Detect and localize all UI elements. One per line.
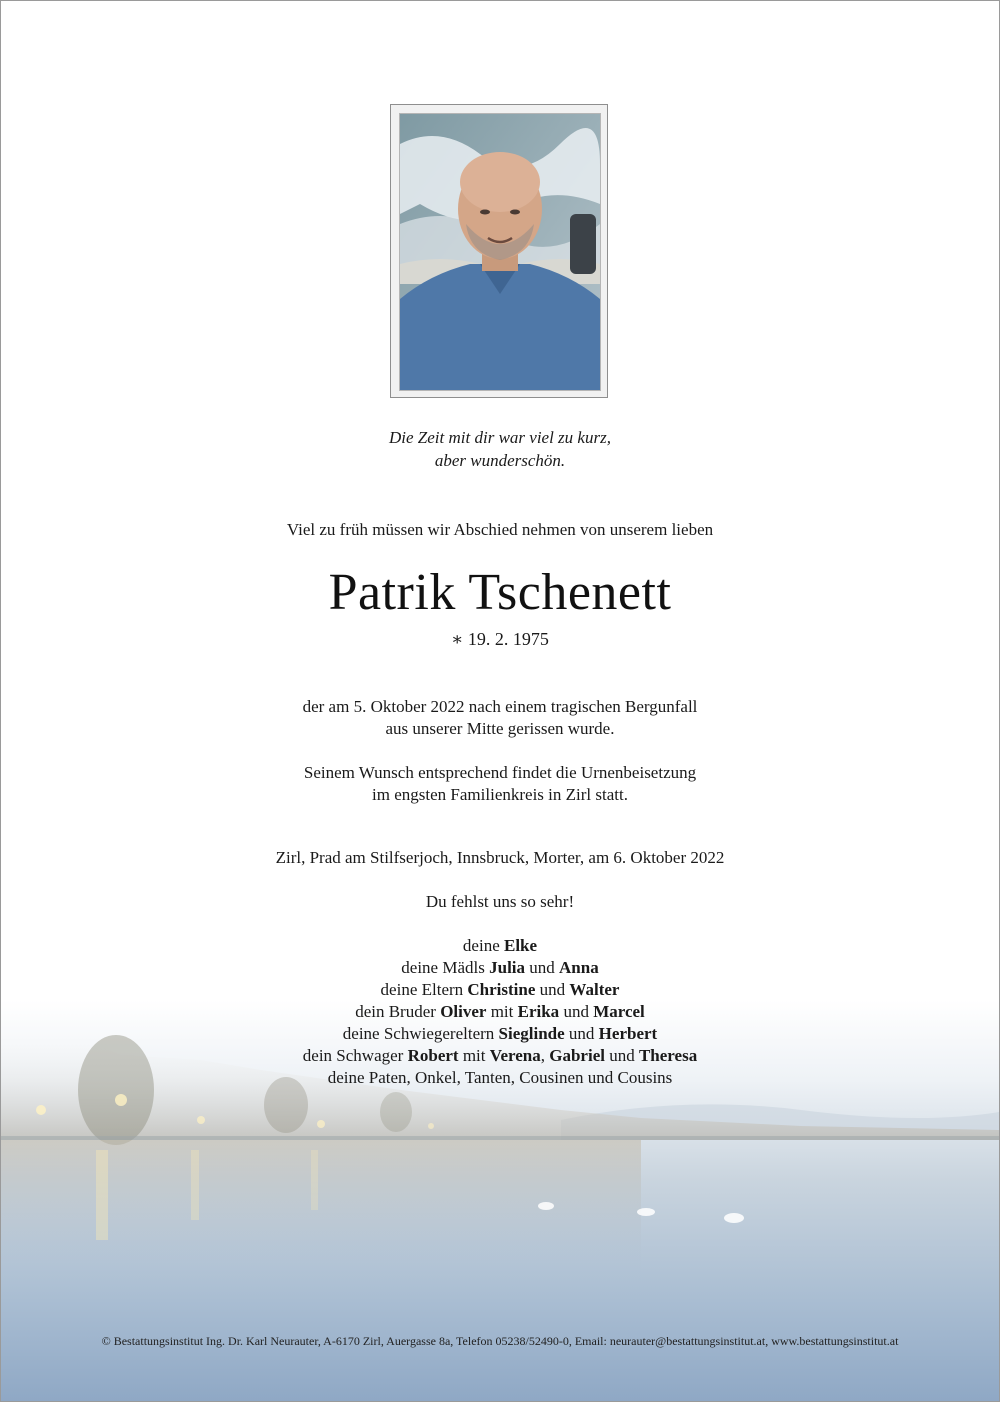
family-member-name: Herbert: [598, 1024, 658, 1043]
birth-date: [0, 629, 1000, 650]
burial-paragraph: [0, 762, 1000, 806]
family-line: [0, 979, 1000, 1001]
family-relation-text: und: [559, 1002, 594, 1021]
deceased-name: Patrik Tschenett: [328, 564, 672, 621]
family-member-name: Gabriel: [549, 1046, 605, 1065]
family-member-name: Elke: [504, 936, 538, 955]
family-relation-text: und: [564, 1024, 599, 1043]
death-paragraph-line-2: aus unserer Mitte gerissen wurde.: [385, 719, 615, 738]
family-relation-text: dein Bruder: [355, 1002, 441, 1021]
family-line: [0, 957, 1000, 979]
family-member-name: Oliver: [440, 1002, 487, 1021]
footer-imprint: © Bestattungsinstitut Ing. Dr. Karl Neurauter, A-6170 Zirl, Auergasse 8a, Telefon 05238/52490-0, Email: neurauter@bestattungsinstitut.at, www.bestattungsinstitut.at: [101, 1334, 899, 1348]
family-relation-text: deine Schwiegereltern: [342, 1024, 499, 1043]
family-line: [0, 1045, 1000, 1067]
family-line: [0, 1001, 1000, 1023]
birth-star-icon: ∗: [451, 629, 464, 649]
family-relation-text: deine Eltern: [380, 980, 468, 999]
family-member-name: Theresa: [638, 1046, 698, 1065]
motto-line-1: Die Zeit mit dir war viel zu kurz,: [389, 428, 611, 447]
family-relation-text: und: [525, 958, 560, 977]
family-relation-text: deine Mädls: [401, 958, 490, 977]
burial-paragraph-line-2: im engsten Familienkreis in Zirl statt.: [372, 785, 628, 804]
family-relation-text: deine: [462, 936, 504, 955]
place-date: Zirl, Prad am Stilfserjoch, Innsbruck, Morter, am 6. Oktober 2022: [275, 848, 725, 867]
burial-paragraph-line-1: Seinem Wunsch entsprechend findet die Urnenbeisetzung: [303, 763, 697, 782]
family-relation-text: dein Schwager: [302, 1046, 408, 1065]
family-relation-text: mit: [458, 1046, 490, 1065]
family-relation-text: deine Paten, Onkel, Tanten, Cousinen und Cousins: [327, 1068, 673, 1087]
family-relation-text: mit: [486, 1002, 518, 1021]
family-mourners-list: [0, 935, 1000, 1089]
family-relation-text: und: [535, 980, 570, 999]
family-relation-text: ,: [540, 1046, 550, 1065]
death-paragraph: [0, 696, 1000, 740]
family-member-name: Anna: [559, 958, 599, 977]
family-member-name: Sieglinde: [498, 1024, 565, 1043]
birth-date-value: 19. 2. 1975: [467, 629, 549, 649]
family-member-name: Julia: [489, 958, 526, 977]
family-relation-text: und: [604, 1046, 639, 1065]
portrait-frame: [390, 104, 608, 398]
death-paragraph-line-1: der am 5. Oktober 2022 nach einem tragischen Bergunfall: [302, 697, 698, 716]
motto-line-2: aber wunderschön.: [434, 451, 566, 470]
family-member-name: Walter: [569, 980, 620, 999]
family-member-name: Robert: [407, 1046, 459, 1065]
family-line: [0, 1067, 1000, 1089]
motto: [0, 426, 1000, 472]
family-member-name: Christine: [467, 980, 536, 999]
family-member-name: Erika: [517, 1002, 560, 1021]
family-member-name: Marcel: [593, 1002, 645, 1021]
intro-text: Viel zu früh müssen wir Abschied nehmen von unserem lieben: [286, 520, 714, 539]
family-line: [0, 1023, 1000, 1045]
closing-line: Du fehlst uns so sehr!: [425, 892, 575, 911]
family-member-name: Verena: [489, 1046, 541, 1065]
portrait-photo: [399, 113, 601, 391]
family-line: [0, 935, 1000, 957]
